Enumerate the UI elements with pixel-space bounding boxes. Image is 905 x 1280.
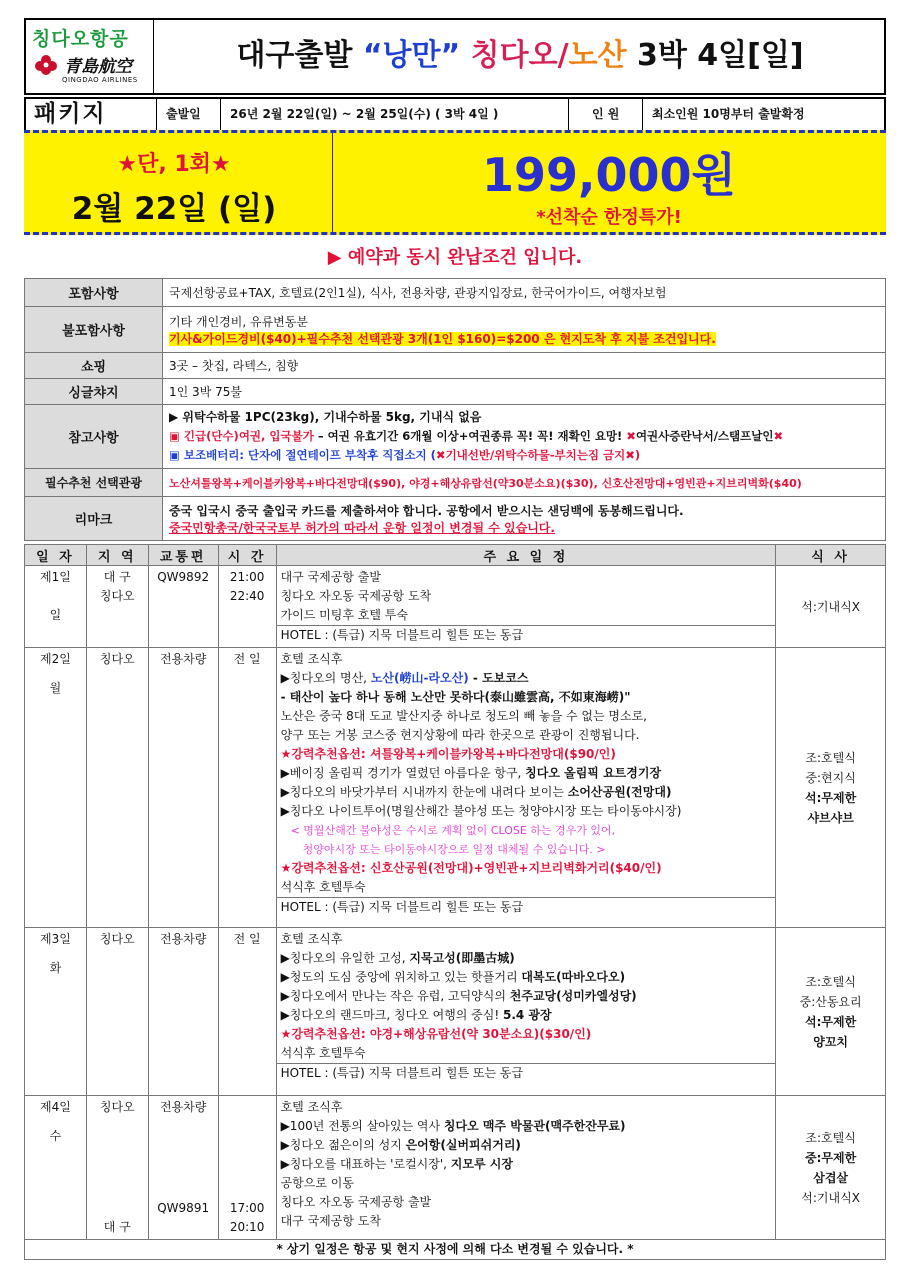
day3-label <box>25 928 87 1096</box>
day3-line <box>281 949 772 968</box>
day1-region-2: 칭다오 <box>99 589 135 603</box>
passport-warning: ▣ 긴급(단수)여권, 입국불가 <box>169 429 314 443</box>
reference-baggage: ▶ 위탁수하물 1PC(23kg), 기내수하물 5kg, 기내식 없음 <box>169 410 482 424</box>
info-row-options <box>25 469 886 497</box>
day1-line: 가이드 미팅후 호텔 투숙 <box>280 608 408 622</box>
info-row-included <box>25 279 886 307</box>
day3-weekday: 화 <box>49 961 62 975</box>
day3-dinner: 석:무제한 <box>805 1014 857 1029</box>
single-charge-label: 싱글챠지 <box>25 379 163 405</box>
day2-line: ▶칭다오 나이트투어(명월산해간 불야성 또는 청양야시장 또는 타이동야시장) <box>280 804 682 818</box>
day2-line: 석식후 호텔투숙 <box>280 880 366 894</box>
included-value: 국제선항공료+TAX, 호텔료(2인1실), 식사, 전용차량, 관광지입장료, 한국어가이드, 여행자보험 <box>163 279 886 307</box>
day4-line <box>281 1117 772 1136</box>
day4-dinner: 석:기내식X <box>801 1190 860 1205</box>
day4-text: ▶칭다오 젊은이의 성지 <box>280 1138 406 1152</box>
day3-line <box>281 987 772 1006</box>
people-value: 최소인원 10명부터 출발확정 <box>652 107 805 121</box>
schedule-footer-row <box>25 1240 886 1260</box>
title-part-departure: 대구출발 <box>236 38 363 73</box>
remark-label: 리마크 <box>25 497 163 541</box>
passport-note: – 여권 유효기간 6개월 이상+여권종류 꼭! 꼭! 재확인 요망! <box>313 429 627 443</box>
day2-hotel: HOTEL : (특급) 지묵 더블트리 힐튼 또는 동급 <box>277 897 776 917</box>
day4-line: 칭다오 자오동 국제공항 출발 <box>280 1195 432 1209</box>
day3-highlight: 대복도(따바오다오) <box>521 970 626 984</box>
day2-lunch: 중:현지식 <box>805 770 856 785</box>
day4-time <box>218 1096 276 1240</box>
day4-line <box>281 1155 772 1174</box>
day3-highlight: 천주교당(성미카엘성당) <box>509 989 637 1003</box>
info-row-reference <box>25 405 886 469</box>
schedule-disclaimer: * 상기 일정은 항공 및 현지 사정에 의해 다소 변경될 수 있습니다. * <box>25 1240 886 1260</box>
day3-breakfast: 조:호텔식 <box>805 974 856 989</box>
day3-transport: 전용차량 <box>148 928 218 1096</box>
x-icon: ✖ <box>626 429 636 443</box>
day3-lunch: 중:산동요리 <box>799 994 862 1009</box>
promo-limited-label: *선착순 한정특가! <box>536 207 682 228</box>
col-meal: 식 사 <box>776 545 886 566</box>
day3-text: ▶청도의 도심 중앙에 위치하고 있는 핫플거리 <box>280 970 522 984</box>
day1-weekday: 일 <box>49 608 62 622</box>
day2-breakfast: 조:호텔식 <box>805 750 856 765</box>
day2-option: ★강력추천옵션: 셔틀왕복+케이블카왕복+바다전망대($90/인) <box>280 747 616 761</box>
battery-prohibited: 기내선반/위탁수하물-부치는짐 금지 <box>445 448 626 462</box>
schedule-row-day3 <box>25 928 886 1096</box>
schedule-header-row <box>25 545 886 566</box>
reference-passport <box>169 427 879 446</box>
day4-itinerary <box>276 1096 776 1240</box>
remark-value <box>163 497 886 541</box>
day2-text: - 도보코스 <box>468 671 529 685</box>
day1-time-depart: 21:00 <box>229 570 265 584</box>
day4-transport-1: 전용차량 <box>159 1100 207 1114</box>
schedule-row-day2 <box>25 648 886 928</box>
divider <box>642 99 643 130</box>
logo-english-name: QINGDAO AIRLINES <box>62 76 138 84</box>
day4-transport <box>148 1096 218 1240</box>
day1-transport: QW9892 <box>148 566 218 648</box>
day4-highlight: 칭다오 맥주 박물관(맥주한잔무료) <box>443 1119 626 1133</box>
day2-dinner: 석:무제한 <box>805 790 857 805</box>
date-value: 26년 2월 22일(일) ~ 2월 25일(수) ( 3박 4일 ) <box>230 107 499 121</box>
excluded-value <box>163 307 886 353</box>
package-info-row <box>24 97 886 130</box>
day3-text: ▶칭다오의 유일한 고성, <box>280 951 410 965</box>
package-label: 패키지 <box>34 101 107 127</box>
shopping-value: 3곳 – 찻집, 라텍스, 침향 <box>163 353 886 379</box>
day2-weekday: 월 <box>49 681 62 695</box>
date-label: 출발일 <box>166 107 201 121</box>
day1-region-1: 대 구 <box>103 570 131 584</box>
day3-time: 전 일 <box>218 928 276 1096</box>
day2-line: 양구 또는 거봉 코스중 현지상황에 따라 한곳으로 관광이 진행됩니다. <box>280 728 640 742</box>
day4-line <box>281 1136 772 1155</box>
logo-korean-name: 칭다오항공 <box>32 28 129 50</box>
day2-line <box>281 783 772 802</box>
day4-lunch: 중:무제한 <box>805 1150 857 1165</box>
day3-line <box>281 1006 772 1025</box>
payment-notice: ▶ 예약과 동시 완납조건 입니다. <box>327 247 583 268</box>
day2-number: 제2일 <box>40 652 71 666</box>
divider <box>156 99 157 130</box>
day2-transport: 전용차량 <box>148 648 218 928</box>
day2-line: - 태산이 높다 하나 동해 노산만 못하다(泰山雖雲高, 不如東海崂)" <box>280 690 631 704</box>
day2-time: 전 일 <box>218 648 276 928</box>
col-time: 시 간 <box>218 545 276 566</box>
day3-dinner-menu: 양꼬치 <box>813 1034 849 1049</box>
day2-meal <box>776 648 886 928</box>
day4-breakfast: 조:호텔식 <box>805 1130 856 1145</box>
day3-option: ★강력추천옵션: 야경+해상유람선(약 30분소요)($30/인) <box>280 1027 592 1041</box>
options-label: 필수추천 선택관광 <box>25 469 163 497</box>
info-row-excluded <box>25 307 886 353</box>
day4-label <box>25 1096 87 1240</box>
promo-date: 2월 22일 (일) <box>71 191 277 227</box>
day1-meal: 석:기내식X <box>776 566 886 648</box>
day2-caution: < 명월산해간 불야성은 수시로 계획 없이 CLOSE 하는 경우가 있어, <box>290 824 616 837</box>
logo-flower-icon <box>34 54 58 76</box>
col-itinerary: 주 요 일 정 <box>276 545 776 566</box>
day4-number: 제4일 <box>40 1100 71 1114</box>
reference-battery <box>169 446 879 465</box>
x-icon: ✖ <box>773 429 784 443</box>
day3-itinerary <box>276 928 776 1096</box>
day4-region-1: 칭다오 <box>99 1100 135 1114</box>
day4-region-2: 대 구 <box>103 1220 131 1234</box>
day2-line <box>281 764 772 783</box>
day3-meal <box>776 928 886 1096</box>
day2-option: ★강력추천옵션: 신호산공원(전망대)+영빈관+지브리벽화거리($40/인) <box>280 861 662 875</box>
passport-stamp-note: 여권사증란낙서/스탬프날인 <box>635 429 774 443</box>
day1-line: 대구 국제공항 출발 <box>280 570 381 584</box>
day1-line: 칭다오 자오동 국제공항 도착 <box>280 589 432 603</box>
day2-laoshan: 노산(崂山-라오산) <box>370 671 469 685</box>
day2-dinner-menu: 샤브샤브 <box>807 810 854 825</box>
day4-text: ▶칭다오를 대표하는 '로컬시장', <box>280 1157 451 1171</box>
promo-price: 199,000원 <box>482 148 736 202</box>
day4-time-depart: 17:00 <box>229 1201 265 1215</box>
day4-flight: QW9891 <box>157 1201 210 1215</box>
info-row-single <box>25 379 886 405</box>
day3-hotel: HOTEL : (특급) 지묵 더블트리 힐튼 또는 동급 <box>277 1063 776 1083</box>
battery-note: ▣ 보조배터리: 단자에 절연테이프 부착후 직접소지 ( <box>169 448 436 462</box>
info-row-remark <box>25 497 886 541</box>
reference-value <box>163 405 886 469</box>
day4-text: ▶100년 전통의 살아있는 역사 <box>280 1119 444 1133</box>
promo-banner <box>24 130 886 235</box>
included-label: 포함사항 <box>25 279 163 307</box>
day4-meal <box>776 1096 886 1240</box>
reference-label: 참고사항 <box>25 405 163 469</box>
day4-highlight: 은어항(실버피쉬거리) <box>405 1138 521 1152</box>
promo-divider <box>332 133 333 232</box>
day3-number: 제3일 <box>40 932 71 946</box>
day1-time <box>218 566 276 648</box>
excluded-line-2: 기사&가이드경비($40)+필수추천 선택관광 3개(1인 $160)=$200 은 현지도착 후 지불 조건입니다. <box>169 331 716 346</box>
day4-highlight: 지모루 시장 <box>450 1157 513 1171</box>
day4-line: 호텔 조식후 <box>280 1100 343 1114</box>
excluded-line-1: 기타 개인경비, 유류변동분 <box>169 314 308 329</box>
day1-label <box>25 566 87 648</box>
day4-region <box>86 1096 148 1240</box>
day2-region: 칭다오 <box>86 648 148 928</box>
title-part-duration: 3박 4일[일] <box>626 38 804 73</box>
remark-line-1: 중국 입국시 중국 출입국 카드를 제출하셔야 합니다. 공항에서 받으시는 샌딩백에 동봉해드립니다. <box>169 503 684 518</box>
options-value: 노산셔틀왕복+케이블카왕복+바다전망대($90), 야경+해상유람선(약30분소요)($30), 신호산전망대+영빈관+지브리벽화($40) <box>163 469 886 497</box>
airline-logo <box>26 20 154 93</box>
page-title <box>160 30 880 80</box>
day3-text: ▶칭다오의 랜드마크, 칭다오 여행의 중심! <box>280 1008 503 1022</box>
day3-line <box>281 968 772 987</box>
x-icon: ✖ <box>435 448 446 462</box>
day1-hotel: HOTEL : (특급) 지묵 더블트리 힐튼 또는 동급 <box>277 625 776 645</box>
schedule-row-day1 <box>25 566 886 648</box>
day1-itinerary <box>276 566 776 648</box>
logo-chinese-name: 青島航空 <box>64 57 132 77</box>
col-day: 일 자 <box>25 545 87 566</box>
people-label: 인 원 <box>592 107 620 121</box>
day2-text: ▶칭다오의 명산, <box>280 671 371 685</box>
day2-caution: 청양야시장 또는 타이동야시장으로 일정 대체될 수 있습니다. > <box>302 843 606 856</box>
day2-label <box>25 648 87 928</box>
day2-highlight: 칭다오 올림픽 요트경기장 <box>525 766 662 780</box>
day1-time-arrive: 22:40 <box>229 589 265 603</box>
info-row-shopping <box>25 353 886 379</box>
battery-close-paren: ) <box>634 448 641 462</box>
day4-weekday: 수 <box>49 1129 62 1143</box>
divider <box>220 99 221 130</box>
title-part-romance: “낭만” <box>362 38 461 73</box>
day3-region: 칭다오 <box>86 928 148 1096</box>
day3-highlight: 지묵고성(即墨古城) <box>409 951 515 965</box>
day2-itinerary <box>276 648 776 928</box>
day3-line: 호텔 조식후 <box>280 932 343 946</box>
day4-lunch-menu: 삼겹살 <box>813 1170 849 1185</box>
day2-line <box>281 669 772 688</box>
title-part-qingdao: 칭다오/ <box>460 38 569 73</box>
col-region: 지 역 <box>86 545 148 566</box>
single-charge-value: 1인 3박 75불 <box>163 379 886 405</box>
shopping-label: 쇼핑 <box>25 353 163 379</box>
col-transport: 교통편 <box>148 545 218 566</box>
day1-region <box>86 566 148 648</box>
schedule-table <box>24 544 886 1260</box>
promo-once-label: ★단, 1회★ <box>117 152 231 177</box>
day2-text: ▶베이징 올림픽 경기가 열렸던 아름다운 항구, <box>280 766 526 780</box>
excluded-label: 불포함사항 <box>25 307 163 353</box>
x-icon: ✖ <box>625 448 635 462</box>
day4-time-arrive: 20:10 <box>229 1220 265 1234</box>
day3-highlight: 5.4 광장 <box>502 1008 552 1022</box>
schedule-row-day4 <box>25 1096 886 1240</box>
divider <box>568 99 569 130</box>
day2-text: ▶칭다오의 바닷가부터 시내까지 한눈에 내려다 보이는 <box>280 785 568 799</box>
day4-line: 대구 국제공항 도착 <box>280 1214 381 1228</box>
day3-text: ▶칭다오에서 만나는 작은 유럽, 고딕양식의 <box>280 989 510 1003</box>
day1-number: 제1일 <box>40 570 71 584</box>
day4-line: 공항으로 이동 <box>280 1176 354 1190</box>
day2-line: 노산은 중국 8대 도교 발산지중 하나로 청도의 빼 놓을 수 없는 명소로, <box>280 709 647 723</box>
day2-highlight: 소어산공원(전망대) <box>567 785 672 799</box>
day2-line: 호텔 조식후 <box>280 652 343 666</box>
title-part-laoshan: 노산 <box>568 38 627 73</box>
day3-line: 석식후 호텔투숙 <box>280 1046 366 1060</box>
info-table <box>24 278 886 541</box>
remark-line-2: 중국민항총국/한국국토부 허가의 따라서 운항 일정이 변경될 수 있습니다. <box>169 520 555 535</box>
